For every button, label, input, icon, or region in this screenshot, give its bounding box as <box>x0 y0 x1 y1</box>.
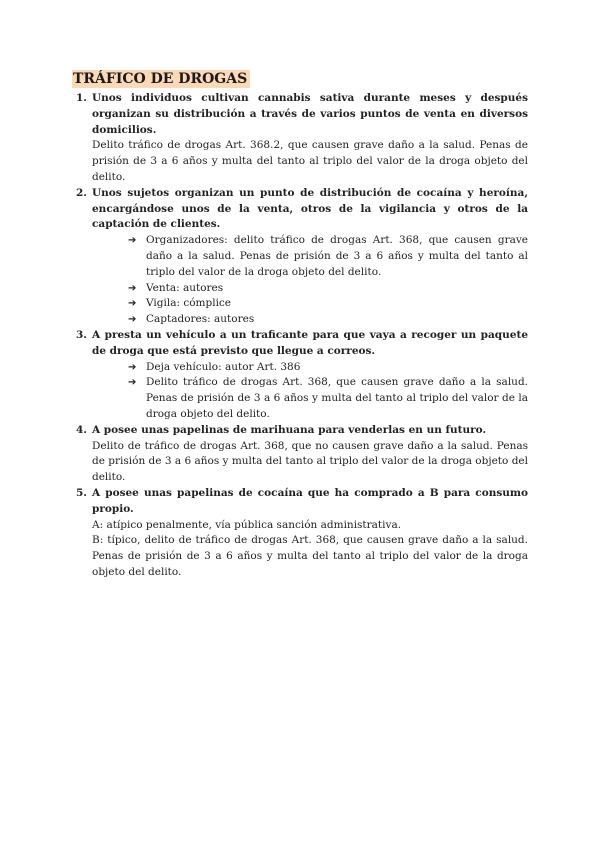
arrow-right-icon: ➔ <box>128 314 137 326</box>
document-content <box>72 70 528 581</box>
answer-list <box>92 233 528 328</box>
case-list <box>72 91 528 581</box>
case-number: 3. <box>76 328 87 341</box>
case-question: A presta un vehículo a un traficante para que vaya a recoger un paquete de droga que está previsto que llegue a correos. <box>92 328 528 357</box>
answer-bullet <box>128 375 528 422</box>
case-item-2 <box>72 186 528 328</box>
answer-text: Venta: autores <box>146 281 224 294</box>
case-question: Unos individuos cultivan cannabis sativa durante meses y después organizan su distribución a través de varios puntos de venta en diversos domicilios. <box>92 92 528 136</box>
answer-bullet <box>128 312 528 328</box>
section-title: TRÁFICO DE DROGAS <box>72 70 250 88</box>
case-question: A posee unas papelinas de marihuana para venderlas en un futuro. <box>92 423 487 436</box>
arrow-right-icon: ➔ <box>128 361 137 373</box>
answer-text: Captadores: autores <box>146 313 255 326</box>
answer-text: Vigila: cómplice <box>146 297 232 310</box>
case-number: 5. <box>76 486 87 499</box>
case-item-3 <box>72 328 528 423</box>
case-question: Unos sujetos organizan un punto de distribución de cocaína y heroína, encargándose unos de la venta, otros de la vigilancia y otros de la captación de clientes. <box>92 186 528 231</box>
answer-list <box>92 360 528 423</box>
case-number: 4. <box>76 423 87 436</box>
arrow-right-icon: ➔ <box>128 235 137 247</box>
case-answer-a: A: atípico penalmente, vía pública sanción administrativa. <box>92 518 402 531</box>
case-answer-b: B: típico, delito de tráfico de drogas Art. 368, que causen grave daño a la salud. Penas de prisión de 3 a 6 años y multa del tanto al triplo del valor de la droga objeto del delito. <box>92 534 528 578</box>
case-answer: Delito tráfico de drogas Art. 368.2, que causen grave daño a la salud. Penas de prisión de 3 a 6 años y multa del tanto al triplo del valor de la droga objeto del delito. <box>92 139 528 183</box>
answer-text: Delito tráfico de drogas Art. 368, que causen grave daño a la salud. Penas de prisión de 3 a 6 años y multa del tanto al triplo del valor de la droga objeto del delito. <box>146 376 528 420</box>
case-item-4 <box>72 423 528 486</box>
answer-bullet <box>128 360 528 376</box>
case-question: A posee unas papelinas de cocaína que ha comprado a B para consumo propio. <box>92 486 528 515</box>
case-number: 2. <box>76 186 87 199</box>
case-answer: Delito de tráfico de drogas Art. 368, que no causen grave daño a la salud. Penas de prisión de 3 a 6 años y multa del tanto al triplo del valor de la droga objeto del delito. <box>92 439 528 484</box>
case-item-1 <box>72 91 528 186</box>
case-number: 1. <box>76 92 87 104</box>
answer-bullet <box>128 281 528 297</box>
answer-bullet <box>128 296 528 312</box>
answer-text: Deja vehículo: autor Art. 386 <box>146 360 301 373</box>
case-item-5 <box>72 486 528 581</box>
answer-text: Organizadores: delito tráfico de drogas Art. 368, que causen grave daño a la salud. Penas de prisión de 3 a 6 años y multa del tanto al triplo del valor de la droga objeto del delito. <box>146 234 528 278</box>
answer-bullet <box>128 233 528 280</box>
arrow-right-icon: ➔ <box>128 298 137 310</box>
arrow-right-icon: ➔ <box>128 377 137 389</box>
arrow-right-icon: ➔ <box>128 282 137 294</box>
